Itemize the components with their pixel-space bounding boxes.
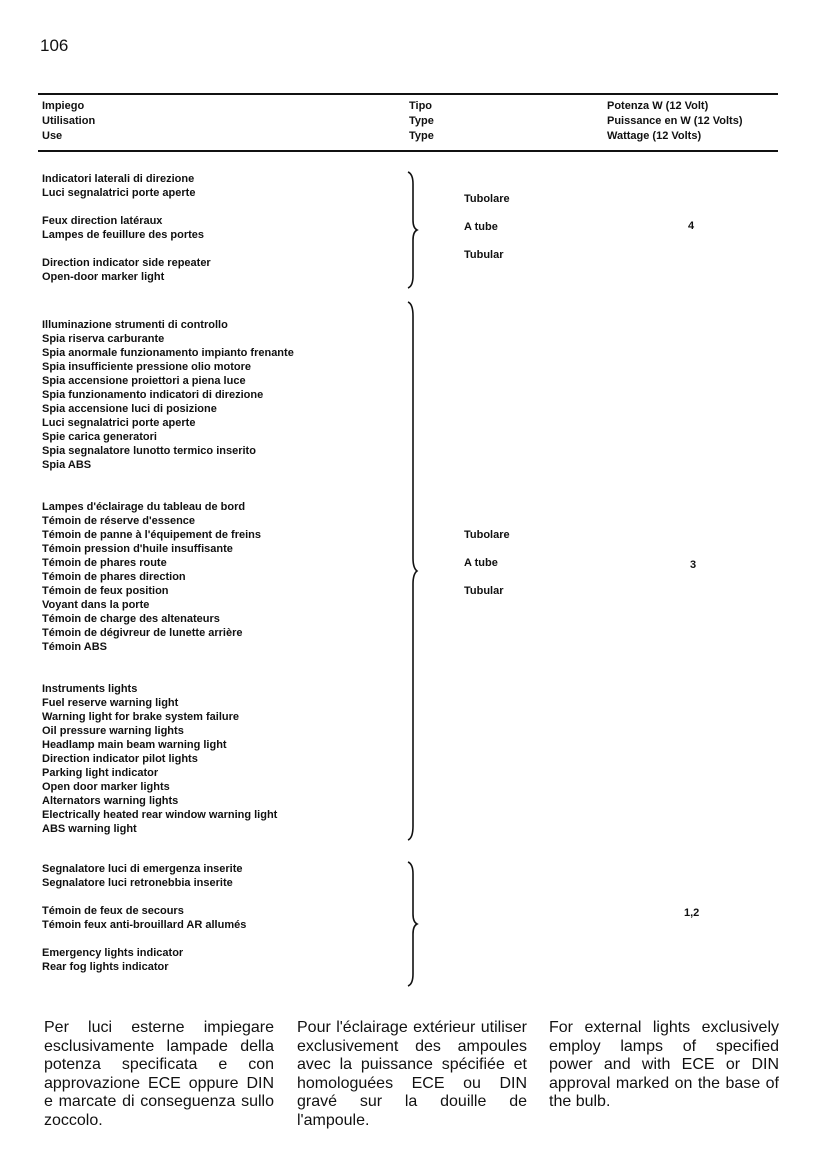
list-item	[42, 200, 211, 214]
group-1-brace	[404, 170, 420, 290]
footer-note-en: For external lights exclusively employ lamps of specified power and with ECE or DIN approval marked on the base of the bulb.	[549, 1019, 779, 1110]
footer-note-fr: Pour l'éclairage extérieur utiliser exclusivement des ampoules avec la puissance spécifiée et homologuées ECE ou DIN gravé sur la douille de l'ampoule.	[297, 1019, 527, 1129]
list-item: Spia accensione proiettori a piena luce	[42, 375, 246, 387]
list-item: Spia insufficiente pressione olio motore	[42, 361, 252, 373]
list-item: Lampes d'éclairage du tableau de bord	[42, 501, 246, 513]
list-item: Direction indicator side repeater	[42, 257, 211, 269]
list-item: Témoin de phares route	[42, 557, 167, 569]
header-use-fr: Utilisation	[42, 115, 96, 127]
list-item: Indicatori laterali di direzione	[42, 173, 195, 185]
list-item: Voyant dans la porte	[42, 599, 150, 611]
list-item: Témoin de phares direction	[42, 571, 186, 583]
header-bottom-rule	[38, 150, 778, 152]
list-item: Témoin de feux de secours	[42, 905, 184, 917]
list-item	[42, 472, 294, 486]
header-use-column	[42, 99, 95, 144]
list-item: Luci segnalatrici porte aperte	[42, 187, 196, 199]
group-3-brace	[404, 860, 420, 988]
group-3-uses	[42, 862, 246, 974]
list-item: Témoin de charge des altenateurs	[42, 613, 220, 625]
header-top-rule	[38, 93, 778, 95]
list-item: Spia segnalatore lunotto termico inserito	[42, 445, 256, 457]
list-item: Segnalatore luci di emergenza inserite	[42, 863, 243, 875]
list-item: Témoin ABS	[42, 641, 107, 653]
group-2-wattage: 3	[690, 559, 697, 571]
list-item: Feux direction latéraux	[42, 215, 163, 227]
list-item: Témoin de dégivreur de lunette arrière	[42, 627, 243, 639]
list-item: Oil pressure warning lights	[42, 725, 184, 737]
header-power-it: Potenza W (12 Volt)	[607, 100, 709, 112]
list-item: Emergency lights indicator	[42, 947, 184, 959]
list-item	[42, 668, 294, 682]
list-item: Spia ABS	[42, 459, 92, 471]
list-item: Témoin pression d'huile insuffisante	[42, 543, 233, 555]
header-power-fr: Puissance en W (12 Volts)	[607, 115, 743, 127]
list-item: Open door marker lights	[42, 781, 170, 793]
group-1-type-it: Tubolare	[464, 193, 510, 205]
group-1-type-fr: A tube	[464, 221, 498, 233]
group-1-type-en: Tubular	[464, 249, 504, 261]
list-item: ABS warning light	[42, 823, 137, 835]
list-item	[42, 890, 246, 904]
list-item	[42, 242, 211, 256]
page-number: 106	[40, 36, 69, 55]
list-item: Spia accensione luci di posizione	[42, 403, 217, 415]
list-item: Témoin de réserve d'essence	[42, 515, 196, 527]
header-use-en: Use	[42, 130, 63, 142]
list-item: Segnalatore luci retronebbia inserite	[42, 877, 233, 889]
list-item: Direction indicator pilot lights	[42, 753, 198, 765]
list-item: Headlamp main beam warning light	[42, 739, 227, 751]
list-item: Témoin feux anti-brouillard AR allumés	[42, 919, 247, 931]
list-item	[42, 932, 246, 946]
list-item	[42, 486, 294, 500]
list-item: Instruments lights	[42, 683, 138, 695]
list-item	[42, 654, 294, 668]
group-2-type-en: Tubular	[464, 585, 504, 597]
list-item: Spia anormale funzionamento impianto frenante	[42, 347, 294, 359]
list-item: Open-door marker light	[42, 271, 165, 283]
list-item: Lampes de feuillure des portes	[42, 229, 204, 241]
group-1-uses	[42, 172, 211, 284]
group-1-wattage: 4	[688, 220, 695, 232]
list-item: Spie carica generatori	[42, 431, 157, 443]
list-item: Fuel reserve warning light	[42, 697, 179, 709]
header-type-en: Type	[409, 130, 434, 142]
list-item: Luci segnalatrici porte aperte	[42, 417, 196, 429]
group-3-wattage: 1,2	[684, 907, 700, 919]
group-2-type-fr: A tube	[464, 557, 498, 569]
list-item: Warning light for brake system failure	[42, 711, 240, 723]
header-power-en: Wattage (12 Volts)	[607, 130, 702, 142]
list-item: Electrically heated rear window warning light	[42, 809, 278, 821]
header-use-it: Impiego	[42, 100, 85, 112]
group-2-brace	[404, 300, 420, 842]
list-item: Spia funzionamento indicatori di direzione	[42, 389, 264, 401]
group-2-uses	[42, 318, 294, 836]
list-item: Parking light indicator	[42, 767, 159, 779]
header-type-fr: Type	[409, 115, 434, 127]
list-item: Alternators warning lights	[42, 795, 179, 807]
list-item: Illuminazione strumenti di controllo	[42, 319, 228, 331]
header-type-column	[409, 99, 434, 144]
list-item: Témoin de panne à l'équipement de freins	[42, 529, 261, 541]
header-type-it: Tipo	[409, 100, 433, 112]
group-2-type-it: Tubolare	[464, 529, 510, 541]
list-item: Spia riserva carburante	[42, 333, 165, 345]
header-power-column	[607, 99, 743, 144]
footer-note-it: Per luci esterne impiegare esclusivamente lampade della potenza specificata e con approvazione ECE oppure DIN e marcate di conseguenza sullo zoccolo.	[44, 1019, 274, 1129]
list-item: Témoin de feux position	[42, 585, 169, 597]
list-item: Rear fog lights indicator	[42, 961, 169, 973]
